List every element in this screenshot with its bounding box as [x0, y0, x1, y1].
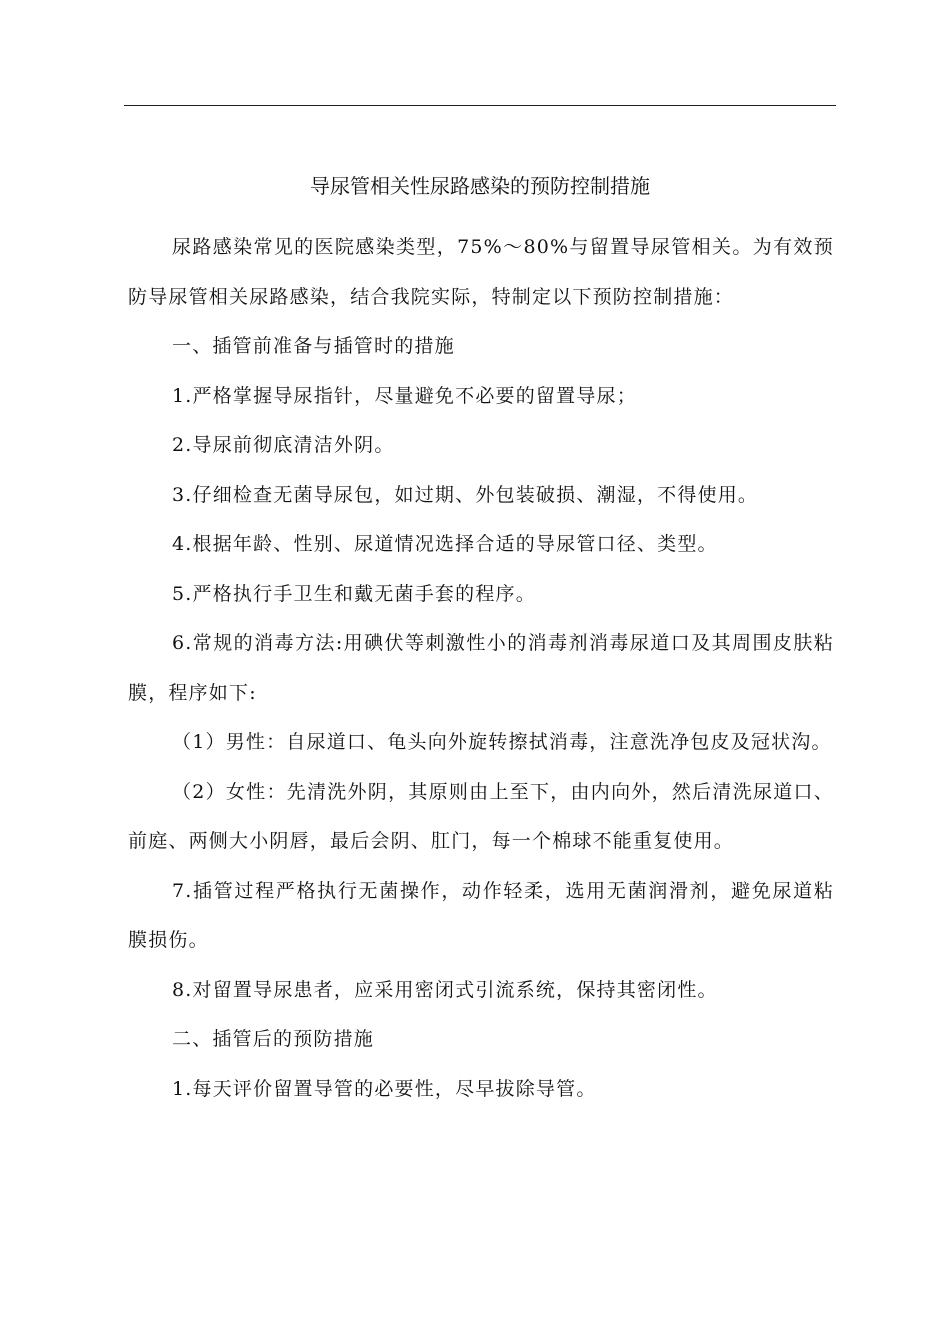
list-item: 1.严格掌握导尿指针，尽量避免不必要的留置导尿； [172, 384, 637, 407]
list-item: 8.对留置导尿患者，应采用密闭式引流系统，保持其密闭性。 [172, 978, 718, 1001]
list-item: 5.严格执行手卫生和戴无菌手套的程序。 [172, 582, 536, 605]
list-item: 2.导尿前彻底清洁外阴。 [172, 434, 395, 456]
intro-paragraph: 尿路感染常见的医院感染类型，75%～80%与留置导尿管相关。为有效预防导尿管相关尿路感染，结合我院实际，特制定以下预防控制措施： [128, 236, 834, 308]
list-item: 3.仔细检查无菌导尿包，如过期、外包装破损、潮湿，不得使用。 [172, 483, 759, 506]
section-heading-1: 一、插管前准备与插管时的措施 [172, 335, 455, 357]
list-item: 4.根据年龄、性别、尿道情况选择合适的导尿管口径、类型。 [172, 533, 718, 555]
section-heading-2: 二、插管后的预防措施 [172, 1028, 375, 1050]
sub-item-female: （2）女性：先清洗外阴，其原则由上至下，由内向外，然后清洗尿道口、前庭、两侧大小阴唇，最后会阴、肛门，每一个棉球不能重复使用。 [128, 780, 834, 852]
header-rule [124, 105, 836, 106]
document-body [128, 223, 834, 1114]
document-title: 导尿管相关性尿路感染的预防控制措施 [310, 174, 650, 198]
list-item: 1.每天评价留置导管的必要性，尽早拔除导管。 [172, 1077, 597, 1100]
list-item: 7.插管过程严格执行无菌操作，动作轻柔，选用无菌润滑剂，避免尿道粘膜损伤。 [128, 879, 834, 951]
sub-item-male: （1）男性：自尿道口、龟头向外旋转擦拭消毒，注意洗净包皮及冠状沟。 [172, 731, 832, 753]
list-item: 6.常规的消毒方法:用碘伏等刺激性小的消毒剂消毒尿道口及其周围皮肤粘膜，程序如下: [128, 632, 834, 704]
